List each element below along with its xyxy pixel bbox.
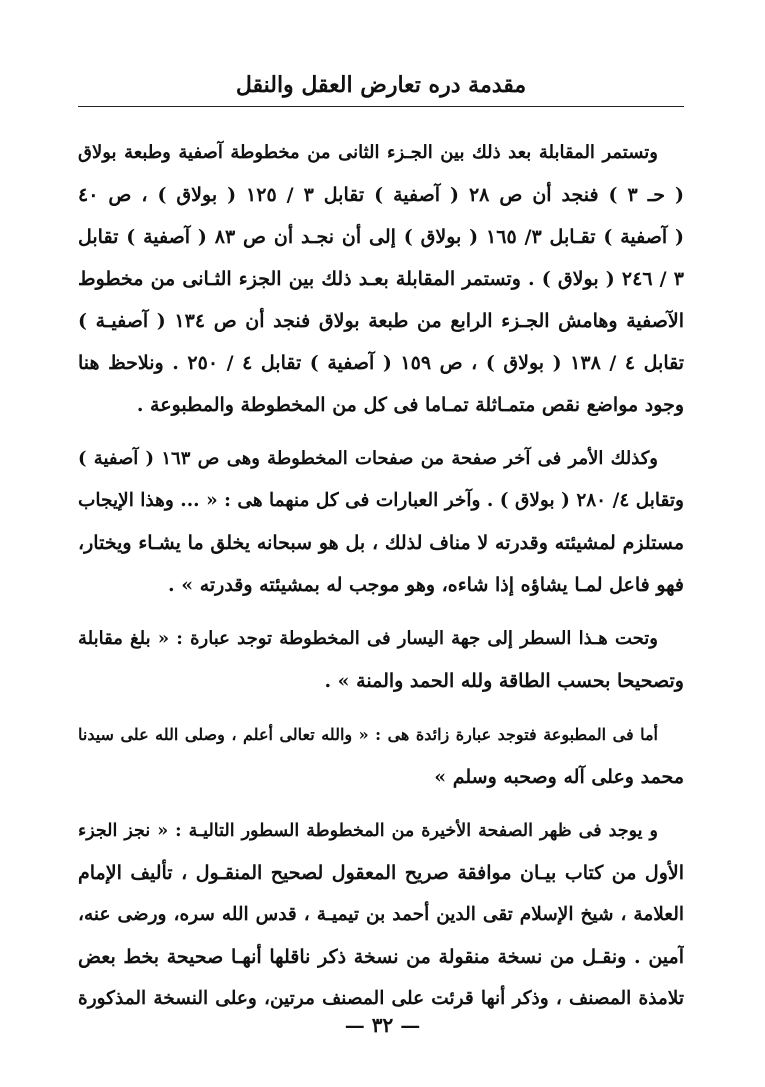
- text-line: وكذلك الأمر فى آخر صفحة من صفحات المخطوطة وهى ص ١٦٣ ( آصفية ): [78, 448, 658, 469]
- paragraph: [78, 714, 684, 798]
- text-line: أما فى المطبوعة فتوجد عبارة زائدة هى : « والله تعالى أعلم ، وصلى الله على سيدنا: [78, 725, 658, 744]
- text-line: و يوجد فى ظهر الصفحة الأخيرة من المخطوطة السطور التاليـة : « نجز الجزء: [78, 821, 658, 841]
- text-line: الأول من كتاب بيـان موافقة صريح المعقول لصحيح المنقـول ، تأليف الإمام: [78, 862, 684, 884]
- text-line: فهو فاعل لمـا يشاؤه إذا شاءه، وهو موجب له بمشيئته وقدرته » .: [167, 574, 684, 596]
- text-line: محمد وعلى آله وصحبه وسلم »: [434, 766, 684, 788]
- text-line: ( حـ ٣ ) فنجد أن ص ٢٨ ( آصفية ) تقابل ٣ / ١٢٥ ( بولاق ) ، ص ٤٠: [78, 184, 684, 206]
- text-line: وجود مواضع نقص متمـاثلة تمـاما فى كل من المخطوطة والمطبوعة .: [136, 394, 684, 416]
- text-line: مستلزم لمشيئته وقدرته لا مناف لذلك ، بل هو سبحانه يخلق ما يشـاء ويختار،: [78, 532, 684, 554]
- text-line: تلامذة المصنف ، وذكر أنها قرئت على المصنف مرتين، وعلى النسخة المذكورة: [78, 988, 684, 1009]
- text-line: ( آصفية ) تقـابل ٣/ ١٦٥ ( بولاق ) إلى أن نجـد أن ص ٨٣ ( آصفية ) تقابل: [78, 226, 684, 248]
- text-line: وتستمر المقابلة بعد ذلك بين الجـزء الثانى من مخطوطة آصفية وطبعة بولاق: [78, 142, 658, 163]
- paragraph: [78, 810, 684, 1020]
- text-line: آمين . ونقـل من نسخة منقولة من نسخة ذكر ناقلها أنهـا صحيحة بخط بعض: [78, 946, 684, 968]
- text-line: العلامة ، شيخ الإسلام تقى الدين أحمد بن تيميـة ، قدس الله سره، ورضى عنه،: [78, 904, 684, 925]
- text-line: وتقابل ٤/ ٢٨٠ ( بولاق ) . وآخر العبارات فى كل منهما هى : « ... وهذا الإيجاب: [78, 490, 684, 511]
- page-header-title: مقدمة دره تعارض العقل والنقل: [235, 72, 527, 98]
- paragraph: [78, 438, 684, 606]
- page-number: — ٣٢ —: [344, 1013, 421, 1037]
- text-line: تقابل ٤ / ١٣٨ ( بولاق ) ، ص ١٥٩ ( آصفية ) تقابل ٤ / ٢٥٠ . ونلاحظ هنا: [78, 352, 684, 374]
- header-divider: [78, 106, 684, 107]
- body-text: [78, 132, 684, 1020]
- text-line: وتصحيحا بحسب الطاقة ولله الحمد والمنة » .: [324, 670, 684, 692]
- text-line: الآصفية وهامش الجـزء الرابع من طبعة بولاق فنجد أن ص ١٣٤ ( آصفيـة ): [78, 310, 684, 332]
- text-line: ٣ / ٢٤٦ ( بولاق ) . وتستمر المقابلة بعـد ذلك بين الجزء الثـانى من مخطوط: [78, 268, 684, 290]
- text-line: وتحت هـذا السطر إلى جهة اليسار فى المخطوطة توجد عبارة : « بلغ مقابلة: [78, 628, 658, 649]
- paragraph: [78, 132, 684, 426]
- paragraph: [78, 618, 684, 702]
